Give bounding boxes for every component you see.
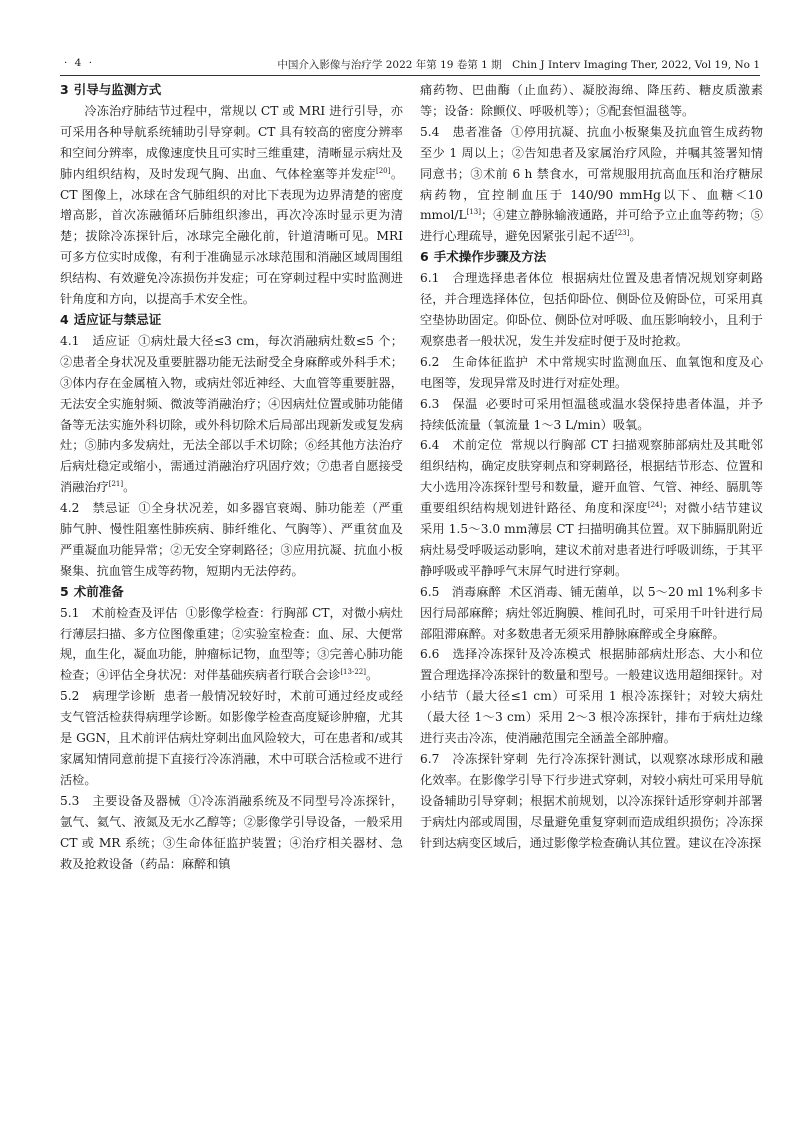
paragraph-text: ①全身状况差，如多器官衰竭、肺功能差（严重肺气肿、慢性阻塞性肺疾病、肺纤维化、气胸等）、严重贫血及严重凝血功能异常；②无安全穿刺路径；③应用抗凝、抗血小板聚集、抗血管生成等药物，短期内无法停药。 [60,501,404,578]
subsection-label: 6.5 消毒麻醉 [420,584,501,599]
subsection-6-5 [420,582,763,645]
paragraph-text: 痛药物、巴曲酶（止血药）、凝胶海绵、降压药、糖皮质激素等；设备：除颤仪、呼吸机等）；⑤配套恒温毯等。 [420,83,763,118]
paragraph-text: 。 [123,480,136,495]
paragraph-text: 根据病灶位置及患者情况规划穿刺路径，并合理选择体位，包括仰卧位、侧卧位及俯卧位，可采用真空垫协助固定。仰卧位、侧卧位对呼吸、血压影响较小，且利于观察患者一般状况，发生并发症时便于及时抢救。 [420,271,764,348]
paragraph-text: 必要时可采用恒温毯或温水袋保持患者体温，并予持续低流量（氧流量 1～3 L/min）吸氧。 [420,396,764,432]
paragraph-text: ；④建立静脉输液通路，并可给予立止血等药物；⑤进行心理疏导，避免因紧张引起不适 [420,208,763,244]
paragraph-text: 常规以行胸部 CT 扫描观察肺部病灶及其毗邻组织结构，确定皮肤穿刺点和穿刺路径，根据结节形态、位置和大小选用冷冻探针型号和数量，避开血管、气管、神经、膈肌等重要组织结构规划进针路径、角度和深度 [420,438,763,516]
paragraph-text: ①影像学检查：行胸部 CT，对微小病灶行薄层扫描、多方位图像重建；②实验室检查：血、尿、大便常规，血生化，凝血功能，肿瘤标记物，血型等；③完善心肺功能检查；④评估全身状况：对伴基础疾病者行联合会诊 [60,605,403,683]
subsection-6-6 [420,644,763,749]
page-number: · 4 · [64,57,95,69]
section-6-heading [420,247,763,268]
section-number: 5 [60,583,69,599]
citation-ref: [13] [466,208,481,217]
subsection-label: 6.6 选择冷冻探针及冷冻模式 [420,647,592,662]
subsection-label: 6.1 合理选择患者体位 [420,271,554,286]
section-title: 引导与监测方式 [73,82,162,97]
right-column [420,80,763,854]
section-number: 6 [420,249,429,265]
subsection-5-3 [60,791,403,875]
subsection-5-4 [420,122,763,247]
section-number: 3 [60,82,69,97]
paragraph-text: 冷冻治疗肺结节过程中，常规以 CT 或 MRI 进行引导，亦可采用各种导航系统辅助引导穿刺。CT 具有较高的密度分辨率和空间分辨率，成像速度快且可实时三维重建，清晰显示病灶及肺内组织结构，及时发现气胸、出血、气体栓塞等并发症 [60,103,403,181]
paragraph-text: 患者一般情况较好时，术前可通过经皮或经支气管活检获得病理学诊断。如影像学检查高度疑诊肿瘤，尤其是 GGN，且术前评估病灶穿刺出血风险较大，可在患者和/或其家属知情同意前提下直接行冷冻消融，术中可联合活检或不进行活检。 [60,689,404,787]
subsection-label: 5.4 患者准备 [420,124,503,139]
section-title: 手术操作步骤及方法 [433,249,547,265]
section-title: 术前准备 [73,583,124,599]
running-header [60,53,760,76]
journal-citation: 中国介入影像与治疗学 2022 年第 19 卷第 1 期 Chin J Interv Imaging Ther, 2022, Vol 19, No 1 [277,59,760,71]
subsection-label: 5.3 主要设备及器械 [60,793,181,808]
subsection-6-4 [420,435,763,581]
left-column [60,80,403,874]
subsection-5-2 [60,686,403,791]
paragraph-text: 。 [365,668,379,683]
paragraph [60,101,403,310]
subsection-6-1 [420,268,763,352]
subsection-label: 5.1 术前检查及评估 [60,605,178,620]
subsection-label: 6.4 术前定位 [420,438,503,453]
citation-ref: [24] [647,501,663,510]
paragraph-text: 术中常规实时监测血压、血氧饱和度及心电图等，发现异常及时进行对症处理。 [420,354,764,390]
subsection-4-2 [60,498,403,582]
subsection-label: 6.7 冷冻探针穿刺 [420,752,529,766]
subsection-label: 6.3 保温 [420,396,478,411]
citation-ref: [21] [108,480,124,489]
subsection-label: 4.1 适应证 [60,333,131,348]
subsection-4-1 [60,331,403,498]
paragraph-text: ①病灶最大径≤3 cm，每次消融病灶数≤5 个；②患者全身状况及重要脏器功能无法耐受全身麻醉或外科手术；③体内存在金属植入物，或病灶邻近神经、大血管等重要脏器，无法安全实施射频、微波等消融治疗；④因病灶位置或肺功能储备等无法实施外科切除，或外科切除术后局部出现新发或复发病灶；⑤肺内多发病灶，无法全部以手术切除；⑥经其他方法治疗后病灶稳定或缩小，需通过消融治疗巩固疗效；⑦患者自愿接受消融治疗 [60,333,403,495]
citation-ref: [23] [615,229,630,238]
paragraph-text: 根据肺部病灶形态、大小和位置合理选择冷冻探针的数量和型号。一般建议选用超细探针。对小结节（最大径≤1 cm）可采用 1 根冷冻探针；对较大病灶（最大径 1～3 cm）采用 2～3 根冷冻探针，排布于病灶边缘进行夹击冷冻，使消融范围完全涵盖全部肿瘤。 [420,647,763,746]
section-4-heading [60,310,403,331]
paragraph-continuation [420,80,763,122]
section-5-heading [60,582,403,603]
section-number: 4 [60,311,69,327]
paragraph-text: 先行冷冻探针测试，以观察冰球形成和融化效率。在影像学引导下行步进式穿刺，对较小病灶可采用导航设备辅助引导穿刺；根据术前规划，以冷冻探针适形穿刺并部署于病灶内部或周围，尽量避免重复穿刺而造成组织损伤；冷冻探针到达病变区域后，通过影像学检查确认其位置。建议在冷冻探 [420,752,764,850]
subsection-5-1 [60,603,403,687]
subsection-label: 6.2 生命体征监护 [420,354,529,369]
paragraph-text: 术区消毒、铺无菌单，以 5～20 ml 1%利多卡因行局部麻醉；病灶邻近胸膜、椎间孔时，可采用千叶针进行局部阻滞麻醉。对多数患者无须采用静脉麻醉或全身麻醉。 [420,584,763,641]
paragraph-text: ；对微小结节建议采用 1.5～3.0 mm薄层 CT 扫描明确其位置。双下肺膈肌附近病灶易受呼吸运动影响，建议术前对患者进行呼吸训练，于其平静呼吸或平静呼气末屏气时进行穿刺。 [420,501,764,578]
paragraph-text: 。CT 图像上，冰球在含气肺组织的对比下表现为边界清楚的密度增高影，首次冻融循环后肺组织渗出，再次冷冻时显示更为清楚；拔除冷冻探针后，冰球完全融化前，针道清晰可见。MRI 可多方位实时成像，有利于准确显示冰球范围和消融区域周围组织结构、有效避免冷冻损伤并发症；可在穿刺过程中实时监测进针角度和方向，以提高手术安全性。 [60,166,404,307]
subsection-6-7 [420,749,763,854]
subsection-6-2 [420,352,763,394]
paragraph-text: ①停用抗凝、抗血小板聚集及抗血管生成药物至少 1 周以上；②告知患者及家属治疗风险，并嘱其签署知情同意书；③术前 6 h 禁食水，可常规服用抗高血压和治疗糖尿病药物，宜控制血压于 140/90 mmHg以下、血糖＜10 mmol/L [420,124,764,223]
section-3-heading [60,80,403,101]
subsection-label: 5.2 病理学诊断 [60,689,156,704]
paragraph-text: ①冷冻消融系统及不同型号冷冻探针，氩气、氦气、液氮及无水乙醇等；②影像学引导设备，一般采用 CT 或 MR 系统；③生命体征监护装置；④治疗相关器材、急救及抢救设备（药品：麻醉和镇 [60,793,404,871]
citation-ref: [13-22] [340,668,366,677]
citation-ref: [20] [376,166,391,175]
subsection-label: 4.2 禁忌证 [60,501,131,516]
paragraph-text: 。 [629,229,642,244]
subsection-6-3 [420,394,763,436]
section-title: 适应证与禁忌证 [73,311,162,327]
